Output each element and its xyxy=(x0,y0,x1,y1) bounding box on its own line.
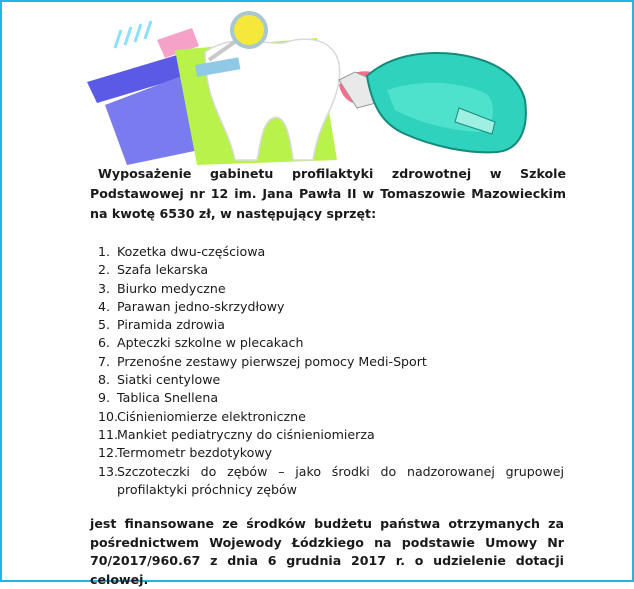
intro-paragraph: Wyposażenie gabinetu profilaktyki zdrowotnej w Szkole Podstawowej nr 12 im. Jana Pawła II w Tomaszowie Mazowieckim na kwotę 6530 zł, w następujący sprzęt: xyxy=(90,166,566,221)
list-item-number: 2. xyxy=(98,262,111,278)
list-item xyxy=(98,408,564,426)
list-item-number: 11. xyxy=(98,426,119,442)
toothpaste-tube-icon xyxy=(339,53,526,152)
list-item-label: Mankiet pediatryczny do ciśnieniomierza xyxy=(117,426,375,442)
list-item-label: Apteczki szkolne w plecakach xyxy=(117,335,304,351)
list-item-number: 6. xyxy=(98,335,111,351)
list-item xyxy=(98,444,564,462)
list-item-number: 13. xyxy=(98,463,119,479)
list-item-label: Ciśnieniomierze elektroniczne xyxy=(117,408,306,424)
list-item-label: Biurko medyczne xyxy=(117,280,226,296)
list-item xyxy=(98,243,564,261)
closing-paragraph: jest finansowane ze środków budżetu państwa otrzymanych za pośrednictwem Wojewody Łódzkiego na podstawie Umowy Nr 70/2017/960.67 z dnia 6 grudnia 2017 r. o udzielenie dotacji celowej. xyxy=(90,516,564,587)
list-item-label: Przenośne zestawy pierwszej pomocy Medi-Sport xyxy=(117,353,427,369)
dental-illustration xyxy=(87,10,527,165)
list-item xyxy=(98,334,564,352)
list-item xyxy=(98,353,564,371)
list-item-number: 3. xyxy=(98,280,111,296)
list-item-label: Parawan jedno-skrzydłowy xyxy=(117,298,285,314)
list-item xyxy=(98,261,564,279)
list-item-label: Szczoteczki do zębów – jako środki do nadzorowanej grupowej profilaktyki próchnicy zębów xyxy=(117,463,564,497)
list-item xyxy=(98,371,564,389)
list-item-label: Kozetka dwu-częściowa xyxy=(117,244,266,259)
list-item xyxy=(98,316,564,334)
list-item-number: 8. xyxy=(98,372,111,388)
list-item-number: 5. xyxy=(98,317,111,333)
list-item xyxy=(98,426,564,444)
list-item-label: Piramida zdrowia xyxy=(117,317,225,333)
list-item xyxy=(98,389,564,407)
list-item-number: 10. xyxy=(98,408,119,424)
list-item-label: Tablica Snellena xyxy=(117,390,219,406)
equipment-list xyxy=(98,243,564,499)
list-item xyxy=(98,463,564,500)
list-item-number: 12. xyxy=(98,445,119,461)
list-item-number: 9. xyxy=(98,390,111,406)
list-item-number: 4. xyxy=(98,298,111,314)
list-item-number: 7. xyxy=(98,353,111,369)
list-item-label: Siatki centylowe xyxy=(117,372,221,388)
list-item-label: Szafa lekarska xyxy=(117,262,209,278)
list-item-number: 1. xyxy=(98,244,111,259)
list-item xyxy=(98,280,564,298)
list-item-label: Termometr bezdotykowy xyxy=(117,445,273,461)
list-item xyxy=(98,298,564,316)
